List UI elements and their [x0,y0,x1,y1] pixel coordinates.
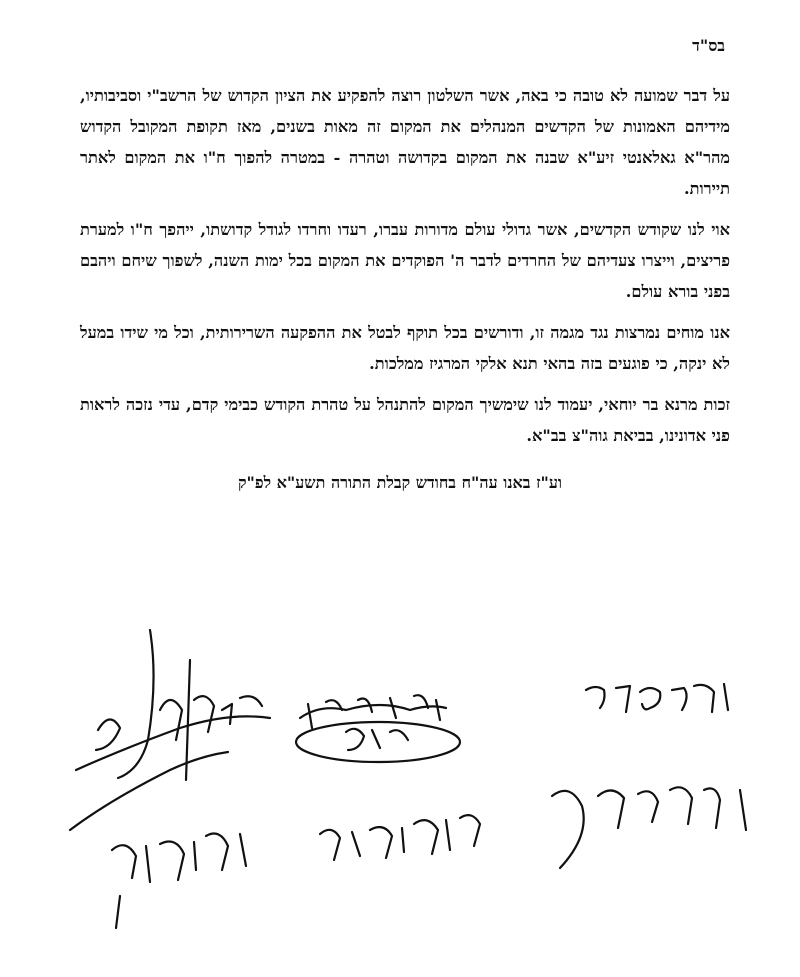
bsd-heading: בס"ד [692,36,725,55]
signature-bender [112,834,246,928]
paragraph-4: זכות מרנא בר יוחאי, יעמוד לנו שימשיך המקום להתנהל על טהרת הקודש כבימי קדם, עדי נזכה לראות פני אדונינו, בביאת גוה"צ בב"א. [80,395,730,445]
signature-golden [70,630,270,830]
signature-shalom-cohen [552,787,746,868]
paragraph-1: על דבר שמועה לא טובה כי באה, אשר השלטון רוצה להפקיע את הציון הקדוש של הרשב"י וסביבותיו, מידיהם האמונות של הקדשים המנהלים את המקום זה מאות בשנים, מאז תקופת המקובל הקדוש מהר"א גאלאנטי זיע"א שבנה את המקום בקדושה וטהרה - במטרה להפוך ח"ו את המקום לאתר תיירות. [80,86,730,198]
paragraph-3: אנו מוחים נמרצות נגד מגמה זו, ודורשים בכל תוקף לבטל את ההפקעה השרירותית, וכל מי שידו במעל לא ינקה, כי פוגעים בזה בהאי תנא אלקי המרגיז ממלכות. [80,323,730,373]
signature-shimon-motzafi [320,815,480,860]
paragraph-2: אוי לנו שקודש הקדשים, אשר גדולי עולם מדורות עברו, רעדו וחרדו לגודל קדושתו, ייהפך ח"ו למערת פריצים, וייצרו צעדיהם של החרדים לדבר ה' הפוקדים את המקום בכל ימות השנה, לשפוך שיחם ויהבם בפני בורא עולם. [80,220,730,301]
letter-body [80,28,730,461]
closing-line: וע"ז באנו עה"ח בחודש קבלת התורה תשע"א לפ"ק [237,473,563,492]
signature-ben-zion-motzafi [296,695,460,762]
signature-david-zeltzer [586,684,728,712]
signature-area [0,600,800,973]
signatures-drawing [0,600,800,973]
